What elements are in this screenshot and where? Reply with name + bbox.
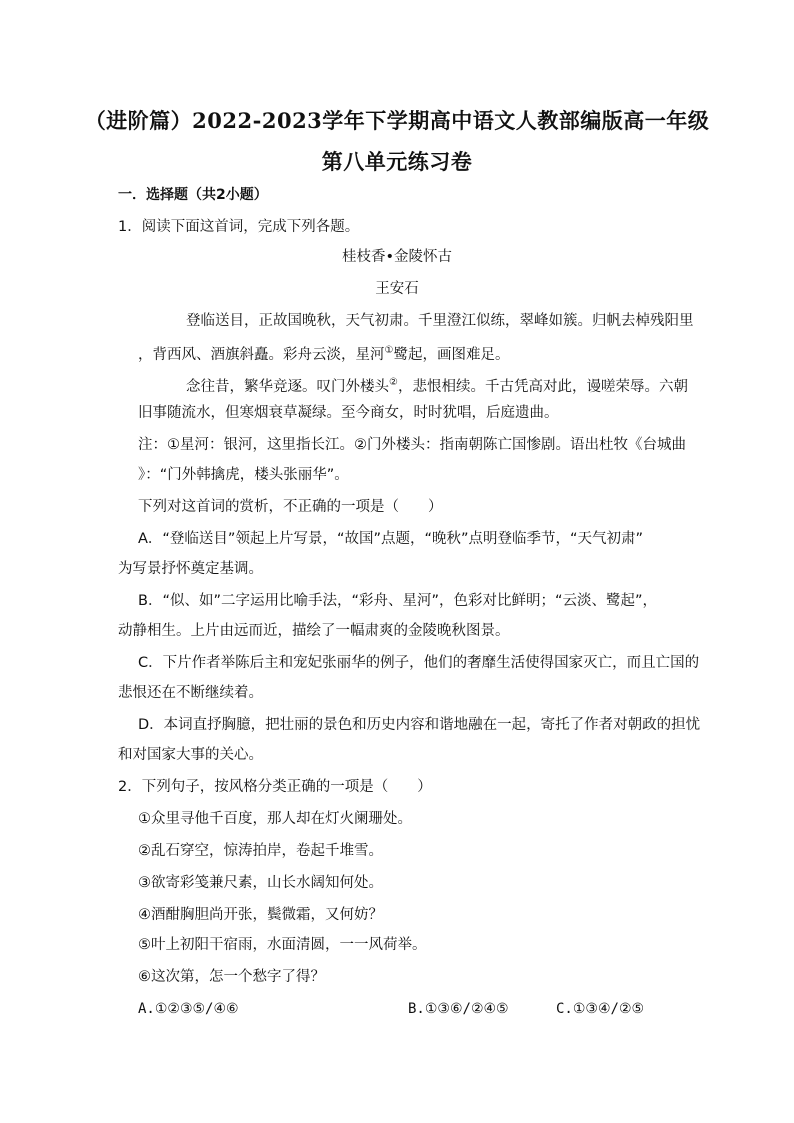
q2-sentence-3: ③欲寄彩笺兼尺素，山长水阔知何处。 [138, 875, 383, 891]
q2-sentence-4: ④酒酣胸胆尚开张，鬓微霜，又何妨？ [138, 907, 383, 923]
footnote-marker-2: ② [389, 377, 398, 388]
question-1-stem: 1．阅读下面这首词，完成下列各题。 [118, 219, 360, 235]
poem-para1-line2-text-a: ，背西风、酒旗斜矗。彩舟云淡，星河 [138, 347, 385, 363]
q2-option-c: C.①③④/②⑤ [556, 1001, 645, 1017]
q2-sentence-1: ①众里寻他千百度，那人却在灯火阑珊处。 [138, 811, 412, 827]
poem-para2-line1-text-b: ，悲恨相续。千古凭高对此，谩嗟荣辱。六朝 [397, 379, 688, 395]
q2-sentence-5: ⑤叶上初阳干宿雨，水面清圆，一一风荷举。 [138, 937, 427, 953]
q1-option-d-line1: D．本词直抒胸臆，把壮丽的景色和历史内容和谐地融在一起，寄托了作者对朝政的担忧 [138, 717, 701, 733]
poem-author: 王安石 [375, 281, 419, 297]
poem-para1-line1: 登临送目，正故国晚秋，天气初肃。千里澄江似练，翠峰如簇。归帆去棹残阳里 [186, 313, 694, 329]
poem-para2-line2: 旧事随流水，但寒烟衰草凝绿。至今商女，时时犹唱，后庭遗曲。 [138, 405, 559, 421]
q1-option-b-line1: B．“似、如”二字运用比喻手法，“彩舟、星河”，色彩对比鲜明；“云淡、鹭起”， [138, 593, 658, 609]
poem-title: 桂枝香•金陵怀古 [341, 249, 453, 265]
poem-para1-line2 [138, 341, 509, 365]
poem-para2-line1-text-a: 念往昔，繁华竞逐。叹门外楼头 [186, 379, 389, 395]
q1-option-c-line2: 悲恨还在不断继续着。 [118, 685, 263, 701]
q2-option-b: B.①③⑥/②④⑤ [408, 1001, 509, 1017]
exam-title-line2: 第八单元练习卷 [321, 149, 473, 174]
poem-para2-line1 [186, 373, 688, 397]
question-1-prompt: 下列对这首词的赏析，不正确的一项是（ ） [138, 499, 443, 515]
question-2-stem: 2．下列句子，按风格分类正确的一项是（ ） [118, 779, 432, 795]
q2-sentence-6: ⑥这次第，怎一个愁字了得？ [138, 969, 325, 985]
footnote-marker-1: ① [384, 345, 394, 356]
q1-option-c-line1: C．下片作者举陈后主和宠妃张丽华的例子，他们的奢靡生活使得国家灭亡，而且亡国的 [138, 655, 700, 671]
q2-sentence-2: ②乱石穿空，惊涛拍岸，卷起千堆雪。 [138, 843, 383, 859]
poem-para1-line2-text-b: 鹭起，画图难足。 [393, 347, 510, 363]
q2-option-a: A.①②③⑤/④⑥ [138, 1001, 239, 1017]
q1-option-a-line1: A．“登临送目”领起上片写景，“故国”点题，“晚秋”点明登临季节，“天气初肃” [138, 531, 644, 547]
footnote-line2: 》：“门外韩擒虎，楼头张丽华”。 [138, 467, 349, 483]
q1-option-d-line2: 和对国家大事的关心。 [118, 747, 263, 763]
footnote-line1: 注：①星河：银河，这里指长江。②门外楼头：指南朝陈亡国惨剧。语出杜牧《台城曲 [138, 437, 686, 453]
section-heading: 一．选择题（共2小题） [118, 187, 268, 203]
q1-option-b-line2: 动静相生。上片由远而近，描绘了一幅肃爽的金陵晚秋图景。 [118, 623, 510, 639]
q1-option-a-line2: 为写景抒怀奠定基调。 [118, 561, 263, 577]
exam-title-line1: （进阶篇）2022-2023学年下学期高中语文人教部编版高一年级 [84, 108, 710, 133]
